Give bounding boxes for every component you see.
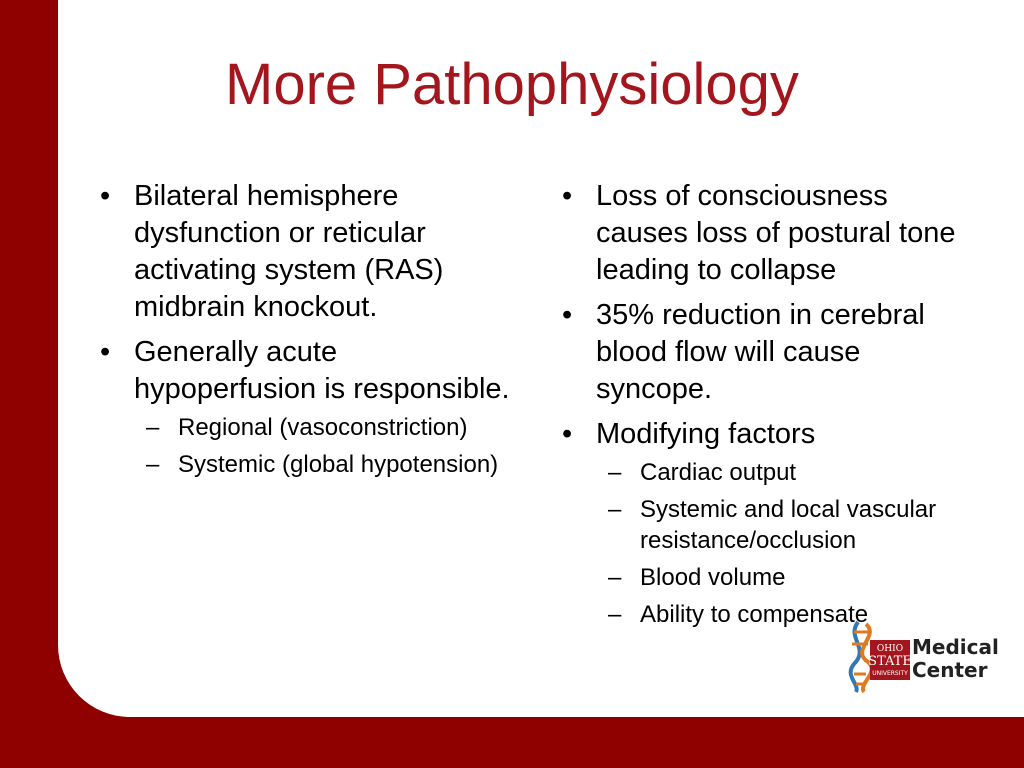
sub-bullet-item [596, 494, 978, 556]
dash-marker: – [608, 459, 622, 486]
right-bullet-list [558, 178, 978, 630]
sub-bullet-item [596, 562, 978, 593]
university-dna-logo-icon [840, 618, 912, 694]
bullet-marker: • [100, 336, 111, 368]
left-column [96, 178, 516, 488]
right-column [558, 178, 978, 638]
sub-bullet-text: Blood volume [640, 564, 786, 591]
bullet-marker: • [100, 180, 111, 212]
bullet-item [96, 334, 516, 480]
dash-marker: – [608, 564, 622, 591]
svg-text:OHIO: OHIO [876, 644, 904, 654]
bullet-text: Loss of consciousness causes loss of postural tone leading to collapse [596, 180, 956, 286]
bullet-item [96, 178, 516, 326]
sub-bullet-text: Regional (vasoconstriction) [178, 414, 468, 441]
bullet-text: Modifying factors [596, 418, 816, 450]
bullet-item [558, 178, 978, 289]
slide-title: More Pathophysiology [225, 52, 799, 117]
sub-bullet-text: Systemic and local vascular resistance/occlusion [640, 496, 937, 554]
dash-marker: – [608, 496, 622, 523]
logo-line-center: Center [912, 658, 988, 682]
bullet-text: Generally acute hypoperfusion is responsible. [134, 336, 510, 405]
sub-bullet-text: Cardiac output [640, 459, 797, 486]
logo-line-medical: Medical [912, 635, 999, 659]
dash-marker: – [146, 451, 160, 478]
sub-bullet-text: Ability to compensate [640, 601, 869, 628]
logo-wordmark [912, 636, 999, 682]
svg-text:STATE: STATE [868, 654, 912, 669]
dash-marker: – [146, 414, 160, 441]
bullet-marker: • [562, 299, 573, 331]
sub-bullet-list [596, 457, 978, 630]
bullet-text: Bilateral hemisphere dysfunction or reticular activating system (RAS) midbrain knockout. [134, 180, 444, 323]
svg-text:UNIVERSITY: UNIVERSITY [872, 670, 908, 677]
sub-bullet-item [596, 457, 978, 488]
sub-bullet-item [134, 449, 516, 480]
medical-center-logo [840, 618, 1000, 694]
sub-bullet-text: Systemic (global hypotension) [178, 451, 499, 478]
bullet-item [558, 416, 978, 630]
bullet-item [558, 297, 978, 408]
bullet-marker: • [562, 180, 573, 212]
sub-bullet-list [134, 412, 516, 480]
dash-marker: – [608, 601, 622, 628]
sub-bullet-item [134, 412, 516, 443]
left-bullet-list [96, 178, 516, 480]
bullet-marker: • [562, 418, 573, 450]
bullet-text: 35% reduction in cerebral blood flow will cause syncope. [596, 299, 925, 405]
